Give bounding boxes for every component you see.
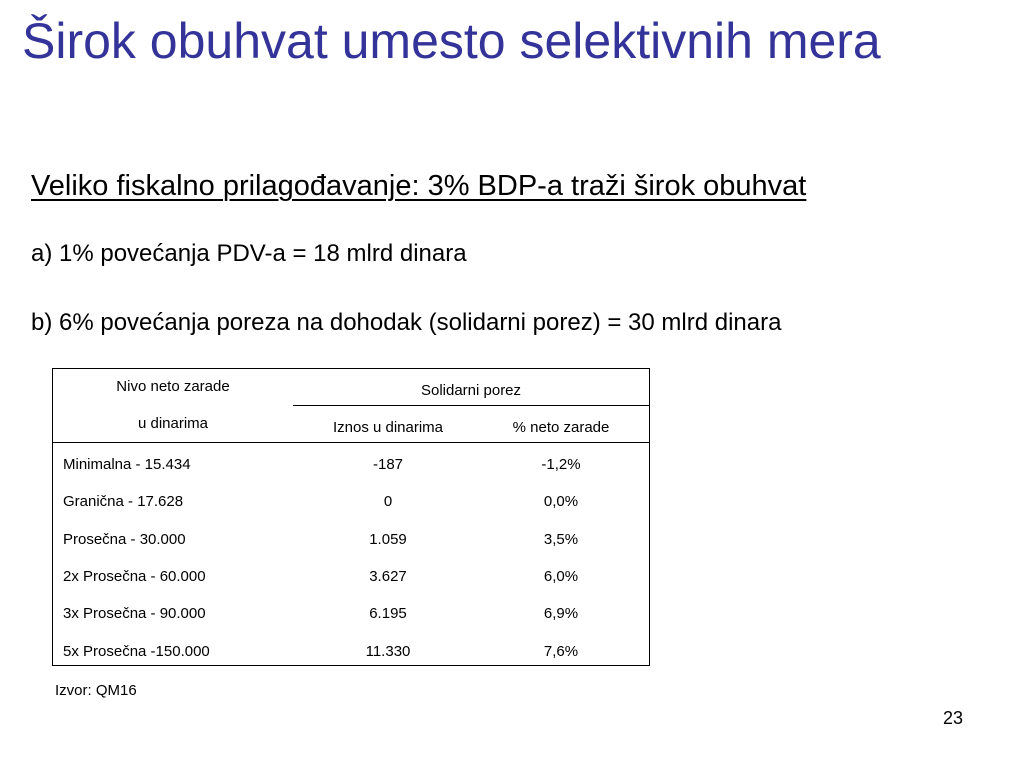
- slide-subtitle: Veliko fiskalno prilagođavanje: 3% BDP-a traži širok obuhvat: [31, 170, 807, 202]
- header-amount: Iznos u dinarima: [332, 419, 444, 436]
- row-percent: 7,6%: [543, 643, 579, 660]
- header-divider: [293, 405, 649, 406]
- row-percent: 6,9%: [543, 605, 579, 622]
- row-percent: 6,0%: [543, 568, 579, 585]
- row-amount: 1.059: [369, 531, 407, 548]
- bullet-vat: a) 1% povećanja PDV-a = 18 mlrd dinara: [31, 240, 467, 267]
- header-percent: % neto zarade: [512, 419, 610, 436]
- row-amount: -187: [372, 456, 404, 473]
- source-note: Izvor: QM16: [55, 682, 137, 699]
- page-number: 23: [942, 708, 963, 728]
- row-amount: 6.195: [369, 605, 407, 622]
- header-bottom-rule: [53, 442, 649, 443]
- row-level: Minimalna - 15.434: [63, 456, 191, 473]
- row-level: Prosečna - 30.000: [63, 531, 186, 548]
- row-level: 3x Prosečna - 90.000: [63, 605, 206, 622]
- row-level: 5x Prosečna -150.000: [63, 643, 210, 660]
- header-level-line1: Nivo neto zarade: [116, 378, 230, 395]
- row-percent: 3,5%: [543, 531, 579, 548]
- row-amount: 11.330: [365, 643, 411, 660]
- slide-title: Širok obuhvat umesto selektivnih mera: [22, 13, 881, 69]
- header-level-line2: u dinarima: [137, 415, 209, 432]
- header-solidarity-tax: Solidarni porez: [420, 382, 522, 399]
- row-amount: 0: [383, 493, 393, 510]
- row-percent: -1,2%: [541, 456, 581, 473]
- row-amount: 3.627: [369, 568, 407, 585]
- row-level: 2x Prosečna - 60.000: [63, 568, 206, 585]
- bullet-income-tax: b) 6% povećanja poreza na dohodak (solidarni porez) = 30 mlrd dinara: [31, 309, 782, 336]
- row-percent: 0,0%: [543, 493, 579, 510]
- solidarity-tax-table: [52, 368, 650, 666]
- row-level: Granična - 17.628: [63, 493, 184, 510]
